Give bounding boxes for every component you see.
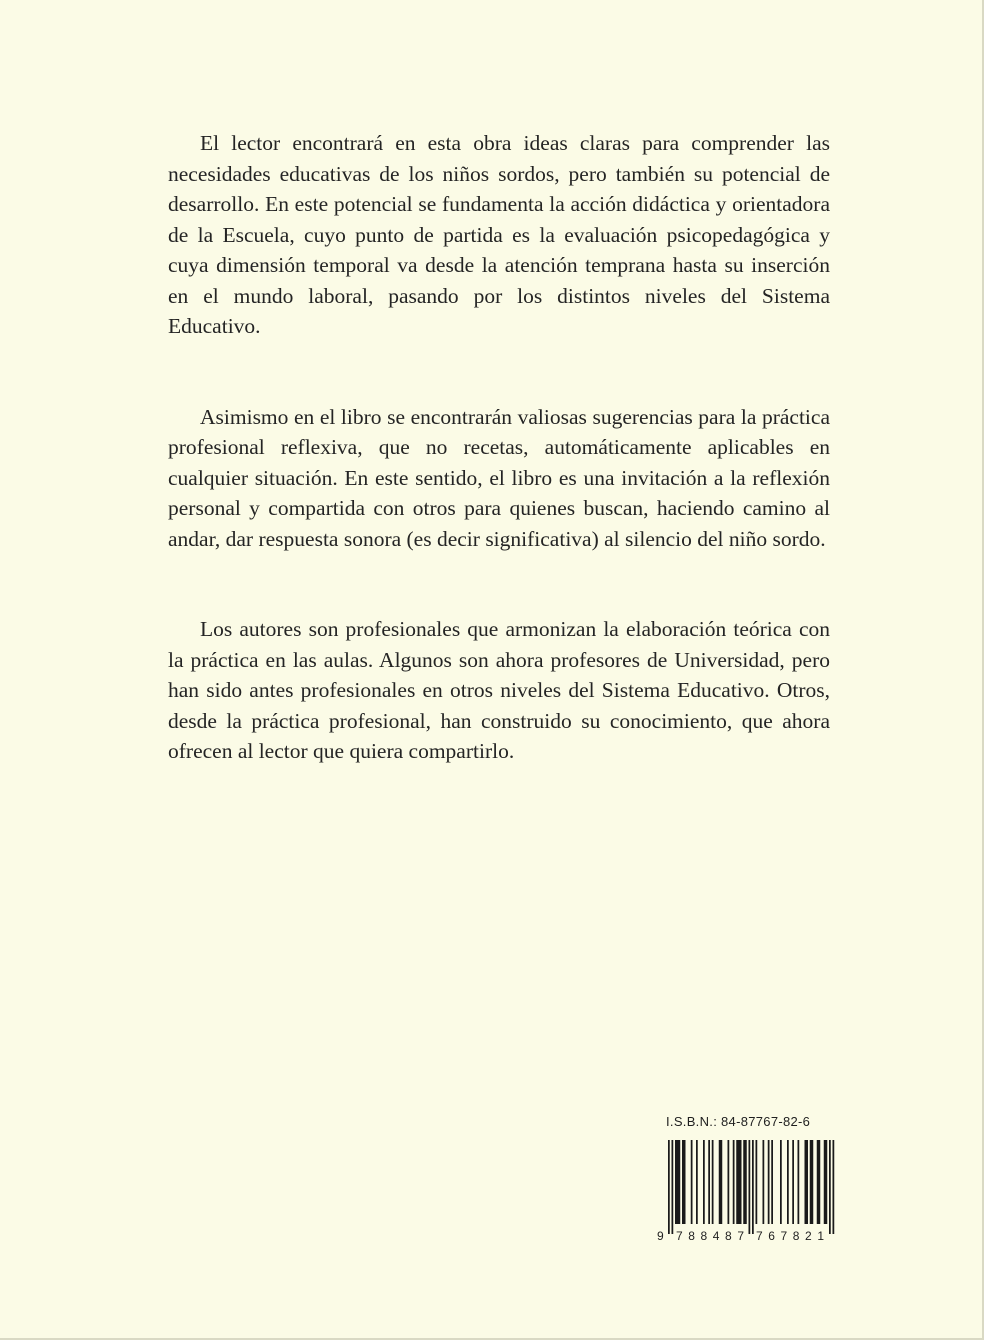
barcode-bar-18	[768, 1140, 770, 1224]
isbn-barcode-block	[656, 1114, 836, 1254]
barcode-bar-23	[798, 1140, 800, 1224]
barcode-bar-16	[756, 1140, 758, 1224]
barcode-bar-27	[824, 1140, 828, 1224]
blurb-paragraph-3: Los autores son profesionales que armonizan la elaboración teórica con la práctica en las aulas. Algunos son ahora profesores de Universidad, pero han sido antes profesionales en otros niveles del Sistema Educativo. Otros, desde la práctica profesional, han construido su conocimiento, que ahora ofrecen al lector que quiera compartirlo.	[168, 617, 830, 763]
barcode-bar-9	[719, 1140, 723, 1224]
blurb-paragraph-1: El lector encontrará en esta obra ideas claras para comprender las necesidades educativas de los niños sordos, pero también su potencial de desarrollo. En este potencial se fundamenta la acción didáctica y orientadora de la Escuela, cuyo punto de partida es la evaluación psicopedagógica y cuya dimensión temporal va desde la atención temprana hasta su inserción en el mundo laboral, pasando por los distintos niveles del Sistema Educativo.	[168, 131, 830, 338]
barcode-bar-15	[752, 1140, 754, 1234]
barcode-bar-21	[787, 1140, 789, 1224]
barcode-bar-26	[817, 1140, 821, 1224]
barcode-bar-29	[833, 1140, 835, 1234]
barcode-bar-6	[703, 1140, 705, 1224]
barcode-bar-2	[675, 1140, 680, 1224]
barcode-bar-11	[733, 1140, 735, 1224]
barcode-lead-digit: 9	[657, 1229, 664, 1243]
barcode-bar-12	[736, 1140, 741, 1224]
blurb-text	[168, 128, 830, 767]
barcode-icon	[656, 1136, 836, 1244]
barcode-right-digits: 767821	[756, 1229, 824, 1243]
barcode-bar-28	[829, 1140, 831, 1234]
isbn-label: I.S.B.N.: 84-87767-82-6	[666, 1114, 811, 1129]
barcode-bar-10	[728, 1140, 730, 1224]
barcode-bar-19	[771, 1140, 773, 1224]
barcode-bar-24	[805, 1140, 809, 1224]
barcode-bar-4	[691, 1140, 693, 1224]
barcode-bars	[668, 1140, 834, 1234]
barcode-bar-7	[708, 1140, 710, 1224]
barcode-bar-0	[668, 1140, 670, 1234]
barcode-bar-14	[749, 1140, 751, 1234]
blurb-paragraph-2: Asimismo en el libro se encontrarán valiosas sugerencias para la práctica profesional reflexiva, que no recetas, automáticamente aplicables en cualquier situación. En este sentido, el libro es una invitación a la reflexión personal y compartida con otros para quienes buscan, haciendo camino al andar, dar respuesta sonora (es decir significativa) al silencio del niño sordo.	[168, 404, 830, 551]
barcode-bar-3	[682, 1140, 686, 1224]
barcode-bar-13	[743, 1140, 747, 1224]
barcode-bar-5	[696, 1140, 698, 1224]
barcode-bar-25	[810, 1140, 814, 1224]
barcode-bar-20	[780, 1140, 782, 1224]
barcode-bar-22	[792, 1140, 794, 1224]
barcode-left-digits: 788487	[676, 1229, 744, 1243]
barcode-bar-8	[712, 1140, 714, 1224]
barcode-bar-17	[763, 1140, 765, 1224]
barcode-bar-1	[672, 1140, 674, 1234]
